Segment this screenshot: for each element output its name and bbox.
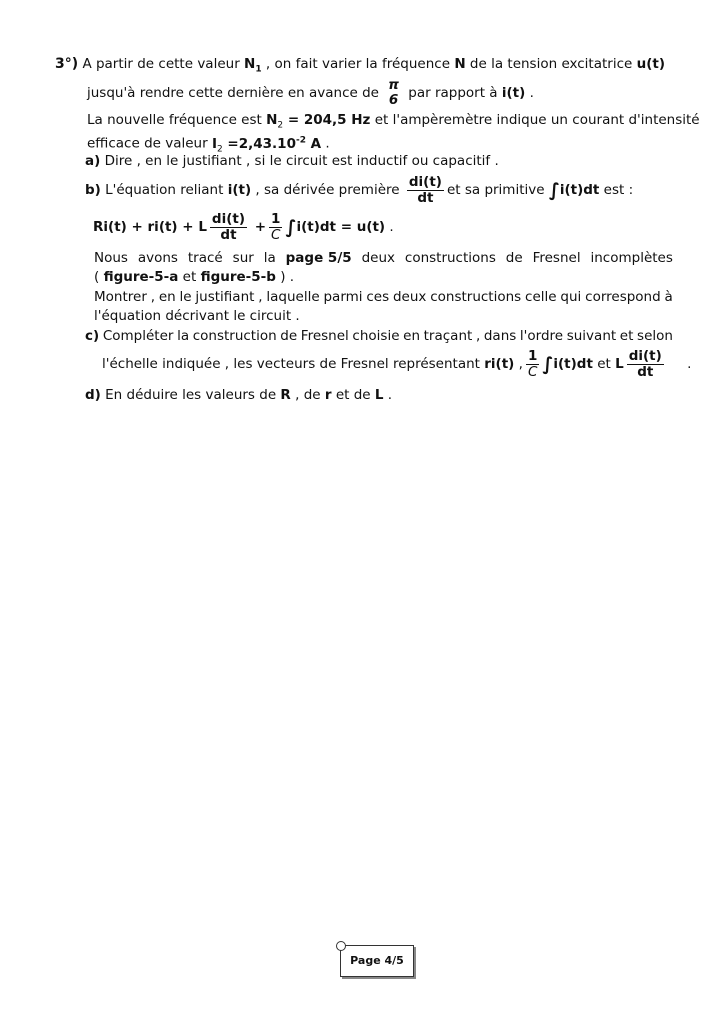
- figure-5-a-ref: figure-5-a: [103, 269, 179, 285]
- l-symbol: L: [374, 387, 384, 403]
- one-over-c-fraction: $\frac{1}{C}$: [527, 347, 538, 380]
- r-small-symbol: r: [324, 387, 332, 403]
- text: et: [178, 269, 201, 285]
- text: , de: [290, 387, 325, 403]
- word: constructions: [430, 289, 522, 305]
- page-number: Page 4/5: [350, 954, 404, 967]
- derivative-fraction: $\frac{di(t)}{dt}$: [408, 173, 442, 206]
- word: correspond: [585, 289, 661, 305]
- text: est :: [599, 182, 634, 198]
- integral-sign: ∫: [542, 354, 554, 375]
- word: à: [664, 289, 673, 305]
- word: de: [505, 250, 523, 266]
- primitive-symbol: i(t)dt: [559, 182, 600, 198]
- word: ces: [366, 289, 390, 305]
- question-d: [85, 386, 392, 404]
- word: Fresnel: [532, 250, 581, 266]
- text: et sa primitive: [446, 182, 549, 198]
- word: Compléter: [102, 328, 174, 344]
- word: choisie: [352, 328, 400, 344]
- n-symbol: N: [454, 56, 466, 72]
- text: l'échelle indiquée , les vecteurs de Fresnel représentant: [102, 356, 485, 372]
- text: et de: [331, 387, 375, 403]
- it-symbol: i(t): [227, 182, 252, 198]
- ri-symbol: ri(t): [484, 356, 515, 372]
- text: .: [682, 356, 692, 372]
- word: deux: [392, 289, 427, 305]
- label-b: b): [85, 182, 101, 198]
- word: laquelle: [266, 289, 320, 305]
- text: .: [385, 219, 394, 235]
- n1-symbol: $N_1$: [244, 56, 262, 75]
- text: et: [592, 356, 616, 372]
- word: deux: [361, 250, 395, 266]
- fresnel-paragraph-line-4: [94, 307, 300, 325]
- ut-symbol: u(t): [636, 56, 666, 72]
- word: l'ordre: [519, 328, 564, 344]
- integral-sign: ∫: [285, 217, 297, 238]
- q3-line-2: [87, 76, 534, 110]
- word: constructions: [404, 250, 496, 266]
- word: qui: [560, 289, 582, 305]
- page-number-box: [340, 945, 414, 977]
- integral-sign: ∫: [548, 180, 560, 201]
- n2-value: $N_2 = 204,5$ Hz: [266, 112, 371, 131]
- word: ,: [258, 289, 263, 305]
- word: en: [403, 328, 421, 344]
- word: de: [280, 328, 298, 344]
- text: l'équation décrivant le circuit .: [94, 308, 300, 324]
- word: et: [619, 328, 634, 344]
- question-c-line-2: [102, 346, 691, 383]
- word: ,: [150, 289, 155, 305]
- page-reference: page 5/5: [285, 250, 352, 266]
- label-d: d): [85, 387, 101, 403]
- text: .: [525, 85, 534, 101]
- text: .: [383, 387, 393, 403]
- primitive-symbol: i(t)dt: [553, 356, 593, 372]
- text: par rapport à: [403, 85, 502, 101]
- question-a: [85, 152, 499, 170]
- l-symbol: L: [615, 356, 624, 372]
- text: de la tension excitatrice: [465, 56, 637, 72]
- word: incomplètes: [590, 250, 673, 266]
- question-b: [85, 172, 633, 209]
- r-big-symbol: R: [280, 387, 291, 403]
- derivative-fraction: $\frac{di(t)}{dt}$: [211, 210, 246, 243]
- word: Montrer: [94, 289, 147, 305]
- eq-part: Ri(t) + ri(t) + L: [93, 219, 207, 235]
- word: suivant: [566, 328, 617, 344]
- text: ,: [514, 356, 523, 372]
- text: (: [94, 269, 104, 285]
- word: Nous: [94, 250, 128, 266]
- text: , on fait varier la fréquence: [261, 56, 455, 72]
- word: ,: [475, 328, 481, 344]
- word: celle: [525, 289, 557, 305]
- question-number: 3°): [55, 56, 79, 72]
- eq-part: i(t)dt = u(t): [296, 219, 386, 235]
- word: selon: [637, 328, 673, 344]
- word: construction: [192, 328, 277, 344]
- text: .: [321, 135, 330, 152]
- word: la: [177, 328, 190, 344]
- text: et l'ampèremètre indique un courant d'intensité: [370, 112, 700, 128]
- word: dans: [483, 328, 517, 344]
- word: avons: [137, 250, 178, 266]
- figure-references: [94, 268, 294, 286]
- word: Fresnel: [300, 328, 349, 344]
- text: En déduire les valeurs de: [100, 387, 281, 403]
- figure-5-b-ref: figure-5-b: [200, 269, 276, 285]
- derivative-fraction: $\frac{di(t)}{dt}$: [628, 347, 662, 380]
- text: A partir de cette valeur: [82, 56, 245, 72]
- word: la: [263, 250, 276, 266]
- text: efficace de valeur: [87, 135, 212, 152]
- text: , sa dérivée première: [251, 182, 404, 198]
- circuit-equation: [93, 209, 394, 246]
- label-c: c): [85, 328, 100, 344]
- fresnel-paragraph-line-1: [94, 249, 673, 267]
- pi-over-6-fraction: π 6: [388, 77, 399, 108]
- plus-sign: +: [254, 219, 267, 235]
- fresnel-paragraph-line-3: [94, 288, 673, 306]
- it-symbol: i(t): [501, 85, 526, 101]
- word: tracé: [187, 250, 223, 266]
- text: jusqu'à rendre cette dernière en avance de: [87, 85, 384, 101]
- word: sur: [232, 250, 254, 266]
- word: en: [158, 289, 176, 305]
- word: parmi: [323, 289, 363, 305]
- label-a: a): [85, 153, 101, 169]
- text: La nouvelle fréquence est: [87, 112, 267, 128]
- i2-value: $I_2 =2,43.10^{-2}$ A: [211, 135, 322, 155]
- text: ) .: [275, 269, 295, 285]
- one-over-c-fraction: $\frac{1}{C}$: [271, 210, 281, 243]
- text: L'équation reliant: [100, 182, 228, 198]
- word: traçant: [423, 328, 473, 344]
- word: justifiant: [195, 289, 255, 305]
- question-c: [85, 327, 673, 345]
- text: Dire , en le justifiant , si le circuit est inductif ou capacitif .: [100, 153, 499, 169]
- word: le: [179, 289, 192, 305]
